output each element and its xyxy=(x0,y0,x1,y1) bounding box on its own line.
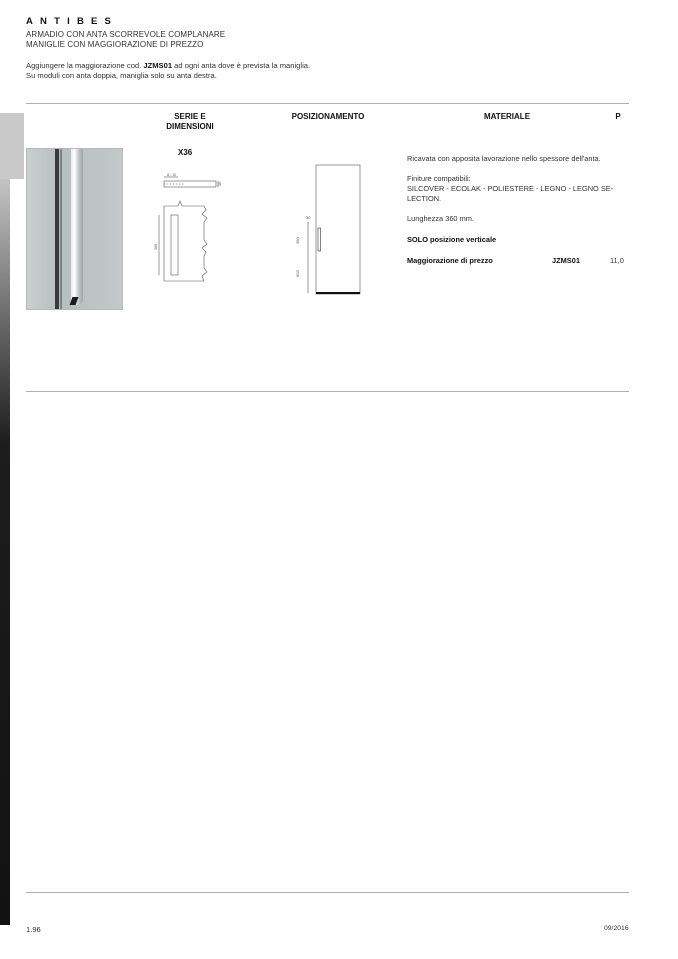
door-edge-dark xyxy=(55,149,59,310)
positioning-drawing xyxy=(290,162,370,298)
price-value: 11,0 xyxy=(610,256,624,265)
series-code: X36 xyxy=(178,148,193,157)
instruction-note-line2: Su moduli con anta doppia, maniglia solo su anta destra. xyxy=(26,71,217,80)
handle-position-marker xyxy=(318,228,321,251)
note-text-after: ad ogni anta dove è prevista la maniglia. xyxy=(172,61,311,70)
finishes-list-line2: LECTION. xyxy=(407,194,442,203)
table-bottom-rule xyxy=(26,391,629,392)
footer-rule xyxy=(26,892,629,893)
pos-mid-label: 360 xyxy=(295,237,300,244)
pos-top-label: 30 xyxy=(306,215,311,220)
section-tab-marker xyxy=(0,113,24,179)
left-sidebar-gradient-bar xyxy=(0,113,10,925)
door-right-break xyxy=(202,206,207,281)
handle-length: Lunghezza 360 mm. xyxy=(407,214,474,223)
material-description: Ricavata con apposita lavorazione nello spessore dell'anta. xyxy=(407,154,601,163)
cabinet-door-outline xyxy=(316,165,360,294)
vertical-only-note: SOLO posizione verticale xyxy=(407,235,497,244)
price-code: JZMS01 xyxy=(552,256,580,265)
header-serie-line1: SERIE E xyxy=(174,112,206,121)
finishes-label: Finiture compatibili: xyxy=(407,174,471,183)
section-subtitle: MANIGLIE CON MAGGIORAZIONE DI PREZZO xyxy=(26,40,204,49)
header-posizionamento: POSIZIONAMENTO xyxy=(291,112,365,121)
product-subtitle: ARMADIO CON ANTA SCORREVOLE COMPLANARE xyxy=(26,30,226,39)
page-number: 1.96 xyxy=(26,925,41,934)
brand-title: ANTIBES xyxy=(26,16,119,27)
profile-section-outline xyxy=(164,181,216,187)
table-top-rule xyxy=(26,103,629,104)
note-text-before: Aggiungere la maggiorazione cod. xyxy=(26,61,144,70)
header-serie-line2: DIMENSIONI xyxy=(166,122,214,131)
publication-date: 09/2016 xyxy=(604,925,629,932)
pos-bottom-label: 603 xyxy=(295,270,300,277)
instruction-note-line1 xyxy=(26,61,310,70)
door-edge-light xyxy=(60,149,62,310)
top-dim-label: 8 - 10 xyxy=(167,173,177,177)
finishes-list-line1: SILCOVER - ECOLAK - POLIESTERE - LEGNO - LEGNO SE- xyxy=(407,184,614,193)
note-code: JZMS01 xyxy=(143,61,173,70)
recessed-handle-image xyxy=(71,149,83,305)
handle-slot-outline xyxy=(171,215,178,275)
door-outline xyxy=(164,206,204,281)
header-materiale: MATERIALE xyxy=(483,112,531,121)
header-serie-dimensioni xyxy=(150,112,230,132)
handle-product-photo xyxy=(26,148,123,310)
right-dim-label: 30 xyxy=(218,182,222,186)
price-label: Maggiorazione di prezzo xyxy=(407,256,493,265)
header-p: P xyxy=(615,112,621,121)
side-dim-label: 360 xyxy=(154,244,158,250)
handle-technical-drawing xyxy=(154,170,224,295)
door-top-break xyxy=(164,201,204,206)
